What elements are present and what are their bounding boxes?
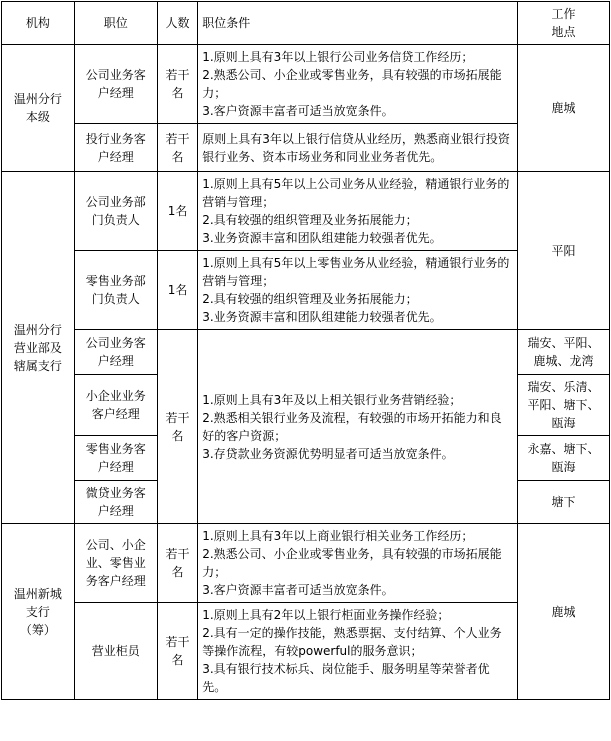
org-line: 温州新城	[13, 586, 62, 601]
position-line: 投行业务客	[85, 131, 146, 146]
position-cell	[74, 481, 157, 524]
position-line: 零售业务部	[85, 274, 146, 288]
header-org: 机构	[2, 2, 75, 45]
location-cell	[517, 330, 609, 375]
table-row	[2, 330, 610, 375]
org-line: 辖属支行	[13, 358, 62, 373]
count-line: 名	[171, 565, 184, 579]
count-cell	[157, 524, 197, 603]
count-cell	[157, 603, 197, 700]
position-line: 门负责人	[91, 292, 140, 306]
count-line: 名	[171, 653, 184, 667]
requirement-line: 2.熟悉相关银行业务及流程，有较强的市场开拓能力和良好的客户资源；	[202, 410, 502, 443]
count-cell	[157, 45, 197, 124]
count-cell	[157, 124, 197, 172]
count-line: 若干	[165, 131, 190, 146]
position-line: 户经理	[97, 460, 134, 474]
count-line: 名	[171, 149, 184, 164]
org-line: 支行	[25, 604, 50, 619]
location-line: 瓯海	[551, 460, 576, 474]
org-line: 本级	[25, 110, 50, 124]
requirement-line: 1.原则上具有5年以上零售业务从业经验，精通银行业务的营销与管理；	[202, 256, 510, 288]
count-cell: 1名	[157, 251, 197, 330]
location-line: 瑞安、平阳、	[527, 336, 600, 350]
requirement-line: 1.原则上具有3年及以上相关银行业务营销经验；	[202, 392, 462, 407]
count-line: 名	[171, 86, 184, 100]
requirement-line: 3.业务资源丰富和团队组建能力较强者优先。	[202, 310, 442, 324]
table-header	[2, 2, 610, 45]
position-line: 户经理	[97, 504, 134, 518]
table-body	[2, 45, 610, 700]
location-cell: 塘下	[517, 481, 609, 524]
count-line: 若干	[165, 68, 190, 82]
position-line: 公司业务部	[85, 195, 146, 209]
requirement-line: 2.具有一定的操作技能，熟悉票据、支付结算、个人业务等操作流程，有较powerful的服务意识；	[202, 626, 502, 658]
requirements-cell	[198, 603, 518, 700]
position-cell	[74, 436, 157, 481]
location-line: 永嘉、塘下、	[527, 442, 600, 456]
count-cell: 1名	[157, 172, 197, 251]
org-line: （筹）	[19, 622, 56, 637]
position-line: 门负责人	[91, 213, 140, 227]
position-line: 务客户经理	[85, 574, 146, 588]
table-header-row	[2, 2, 610, 45]
requirement-line: 原则上具有3年以上银行信贷从业经历，熟悉商业银行投资银行业务、资本市场业务和同业业务者优先。	[202, 131, 510, 164]
requirements-cell	[198, 124, 518, 172]
position-cell	[74, 330, 157, 375]
requirements-cell	[198, 330, 518, 524]
position-line: 零售业务客	[85, 442, 146, 456]
header-location	[517, 2, 609, 45]
recruitment-table-sheet	[0, 1, 611, 741]
position-cell	[74, 251, 157, 330]
requirement-line: 1.原则上具有2年以上银行柜面业务操作经验；	[202, 608, 450, 622]
header-location-line2: 地点	[551, 25, 576, 39]
location-cell: 平阳	[517, 172, 609, 330]
requirement-line: 1.原则上具有3年以上银行公司业务信贷工作经历；	[202, 50, 474, 64]
requirement-line: 1.原则上具有3年以上商业银行相关业务工作经历；	[202, 529, 474, 543]
requirement-line: 3.业务资源丰富和团队组建能力较强者优先。	[202, 231, 442, 245]
requirement-line: 2.具有较强的组织管理及业务拓展能力；	[202, 213, 418, 227]
header-location-line1: 工作	[551, 7, 576, 21]
location-line: 瑞安、乐清、	[527, 380, 600, 394]
location-line: 平阳、塘下、	[527, 398, 600, 412]
table-row	[2, 524, 610, 603]
org-line: 温州分行	[13, 322, 62, 337]
position-line: 户经理	[97, 149, 134, 164]
requirement-line: 2.熟悉公司、小企业或零售业务，具有较强的市场拓展能力；	[202, 68, 502, 100]
requirement-line: 3.客户资源丰富者可适当放宽条件。	[202, 583, 394, 597]
table-row	[2, 45, 610, 124]
position-cell	[74, 124, 157, 172]
count-line: 名	[171, 428, 184, 443]
position-line: 公司业务客	[85, 336, 146, 350]
location-cell: 鹿城	[517, 45, 609, 172]
position-line: 户经理	[97, 354, 134, 368]
header-count: 人数	[157, 2, 197, 45]
position-line: 业、零售业	[85, 556, 146, 570]
requirement-line: 3.具有银行技术标兵、岗位能手、服务明星等荣誉者优先。	[202, 662, 490, 694]
requirements-cell	[198, 45, 518, 124]
org-cell-branch-sales	[2, 172, 75, 524]
count-line: 若干	[165, 635, 190, 649]
count-line: 若干	[165, 547, 190, 561]
position-cell: 营业柜员	[74, 603, 157, 700]
position-line: 客户经理	[91, 407, 140, 421]
requirements-cell	[198, 251, 518, 330]
org-line: 温州分行	[13, 92, 62, 106]
location-cell: 鹿城	[517, 524, 609, 700]
location-line: 瓯海	[551, 416, 576, 430]
org-line: 营业部及	[13, 340, 62, 355]
header-requirements: 职位条件	[198, 2, 518, 45]
position-cell	[74, 172, 157, 251]
requirements-cell	[198, 524, 518, 603]
header-position: 职位	[74, 2, 157, 45]
org-cell-branch-main	[2, 45, 75, 172]
position-line: 微贷业务客	[85, 486, 146, 500]
position-line: 小企业业务	[85, 389, 146, 403]
position-cell	[74, 375, 157, 436]
requirement-line: 2.熟悉公司、小企业或零售业务，具有较强的市场拓展能力；	[202, 547, 502, 579]
recruitment-table	[1, 1, 610, 700]
requirement-line: 3.客户资源丰富者可适当放宽条件。	[202, 104, 394, 118]
position-line: 公司业务客	[85, 68, 146, 82]
requirement-line: 3.存贷款业务资源优势明显者可适当放宽条件。	[202, 446, 454, 461]
location-cell	[517, 375, 609, 436]
position-cell	[74, 45, 157, 124]
table-row	[2, 172, 610, 251]
location-line: 鹿城、龙湾	[533, 354, 594, 368]
org-cell-xincheng-branch	[2, 524, 75, 700]
location-cell	[517, 436, 609, 481]
position-cell	[74, 524, 157, 603]
requirements-cell	[198, 172, 518, 251]
position-line: 公司、小企	[85, 538, 146, 552]
requirement-line: 1.原则上具有5年以上公司业务从业经验，精通银行业务的营销与管理；	[202, 177, 510, 209]
requirement-line: 2.具有较强的组织管理及业务拓展能力；	[202, 292, 418, 306]
position-line: 户经理	[97, 86, 134, 100]
count-line: 若干	[165, 410, 190, 425]
count-cell	[157, 330, 197, 524]
